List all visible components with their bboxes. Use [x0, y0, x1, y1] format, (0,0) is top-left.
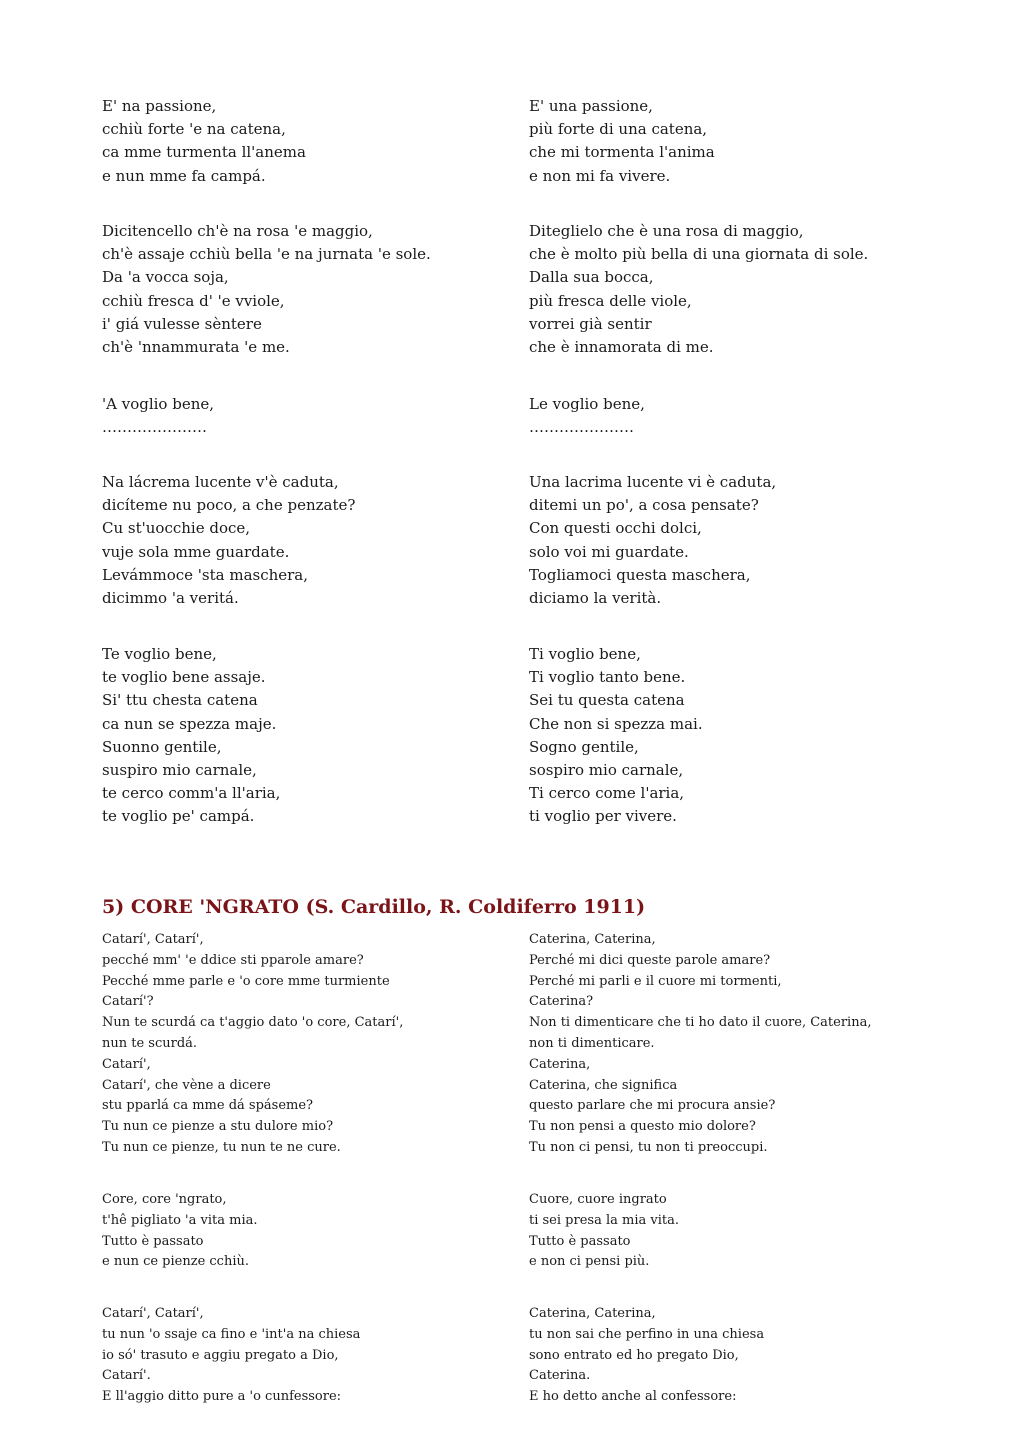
verse-line: Che non si spezza mai. [529, 714, 703, 733]
verse-line: Si' ttu chesta catena [102, 691, 258, 710]
verse-line: Core, core 'ngrato, [102, 1192, 227, 1207]
verse-line: tu non sai che perfino in una chiesa [529, 1326, 765, 1342]
verse-line: e nun mme fa campá. [102, 166, 266, 185]
stanza-original [102, 220, 512, 359]
verse-line: E' na passione, [102, 97, 217, 115]
verse-line: io só' trasuto e aggiu pregato a Dio, [102, 1347, 339, 1363]
verse-line: ch'è assaje cchiù bella 'e na jurnata 'e sole. [102, 245, 431, 264]
verse-line: Catarí', che vène a dicere [102, 1077, 271, 1093]
verse-line: ti voglio per vivere. [529, 807, 677, 826]
verse-line: Suonno gentile, [102, 737, 222, 756]
verse-line: Tutto è passato [529, 1233, 631, 1249]
verse-line: E ll'aggio ditto pure a 'o cunfessore: [102, 1389, 342, 1405]
verse-line: Caterina? [529, 994, 594, 1010]
verse-line: Levámmoce 'sta maschera, [102, 565, 309, 584]
verse-line: cchiù forte 'e na catena, [102, 120, 286, 139]
verse-line: vuje sola mme guardate. [102, 542, 290, 561]
verse-line: Caterina, Caterina, [529, 1306, 656, 1321]
verse-line: Tu nun ce pienze, tu nun te ne cure. [102, 1139, 341, 1155]
verse-line: t'hê pigliato 'a vita mia. [102, 1212, 258, 1228]
verse-line: sono entrato ed ho pregato Dio, [529, 1347, 739, 1363]
stanza-translation [529, 1304, 999, 1408]
stanza-translation [529, 393, 999, 439]
verse-line: ca mme turmenta ll'anema [102, 143, 306, 162]
verse-line: e nun ce pienze cchiù. [102, 1254, 249, 1270]
verse-line: più fresca delle viole, [529, 291, 692, 310]
verse-line: stu pparlá ca mme dá spáseme? [102, 1098, 313, 1114]
verse-line: ch'è 'nnammurata 'e me. [102, 338, 290, 357]
verse-line: Dalla sua bocca, [529, 268, 654, 287]
verse-line: Catarí'. [102, 1368, 151, 1384]
verse-line: Dicitencello ch'è na rosa 'e maggio, [102, 222, 373, 240]
verse-line: Una lacrima lucente vi è caduta, [529, 473, 777, 491]
verse-line: Ti cerco come l'aria, [529, 784, 685, 803]
verse-line: Togliamoci questa maschera, [529, 565, 751, 584]
verse-line: dicimmo 'a veritá. [102, 589, 239, 608]
verse-line: ti sei presa la mia vita. [529, 1212, 679, 1228]
verse-line: non ti dimenticare. [529, 1035, 655, 1051]
verse-line: Pecché mme parle e 'o core mme turmiente [102, 973, 390, 989]
verse-line: 'A voglio bene, [102, 395, 215, 413]
stanza-original [102, 471, 512, 610]
stanza-translation [529, 643, 999, 829]
verse-line: Na lácrema lucente v'è caduta, [102, 473, 339, 491]
verse-line: Non ti dimenticare che ti ho dato il cuore, Caterina, [529, 1015, 872, 1031]
verse-line: suspiro mio carnale, [102, 761, 257, 780]
verse-line: e non ci pensi più. [529, 1254, 650, 1270]
stanza-translation [529, 1190, 999, 1273]
stanza-original [102, 1190, 512, 1273]
verse-line: E' una passione, [529, 97, 653, 115]
verse-line: Cuore, cuore ingrato [529, 1192, 667, 1207]
verse-line: Tu non ci pensi, tu non ti preoccupi. [529, 1139, 768, 1155]
verse-line: Catarí', Catarí', [102, 1306, 204, 1321]
verse-line: Catarí', [102, 1056, 151, 1072]
verse-line: che è innamorata di me. [529, 338, 714, 357]
section-heading: 5) CORE 'NGRATO (S. Cardillo, R. Coldiferro 1911) [102, 896, 646, 918]
verse-line: ditemi un po', a cosa pensate? [529, 496, 759, 515]
verse-line: tu nun 'o ssaje ca fino e 'int'a na chiesa [102, 1326, 361, 1342]
stanza-translation [529, 95, 999, 188]
verse-line: Perché mi dici queste parole amare? [529, 952, 771, 968]
verse-line: E ho detto anche al confessore: [529, 1389, 737, 1405]
verse-line: te voglio bene assaje. [102, 668, 266, 687]
verse-line: Caterina. [529, 1368, 591, 1384]
verse-line: Perché mi parli e il cuore mi tormenti, [529, 973, 782, 989]
verse-line: Diteglielo che è una rosa di maggio, [529, 222, 804, 240]
verse-line: sospiro mio carnale, [529, 761, 684, 780]
stanza-translation [529, 220, 999, 359]
ellipsis-line: ………………… [102, 418, 207, 437]
verse-line: che mi tormenta l'anima [529, 143, 715, 162]
verse-line: Ti voglio tanto bene. [529, 668, 686, 687]
verse-line: Caterina, [529, 1056, 591, 1072]
verse-line: questo parlare che mi procura ansie? [529, 1098, 776, 1114]
verse-line: vorrei già sentir [529, 314, 652, 333]
verse-line: Con questi occhi dolci, [529, 519, 702, 538]
verse-line: e non mi fa vivere. [529, 166, 671, 185]
verse-line: pecché mm' 'e ddice sti pparole amare? [102, 952, 364, 968]
verse-line: Caterina, Caterina, [529, 932, 656, 947]
verse-line: Le voglio bene, [529, 395, 645, 413]
verse-line: Caterina, che significa [529, 1077, 678, 1093]
stanza-original [102, 930, 512, 1159]
stanza-original [102, 95, 512, 188]
verse-line: Catarí', Catarí', [102, 932, 204, 947]
stanza-original [102, 1304, 512, 1408]
verse-line: te voglio pe' campá. [102, 807, 255, 826]
verse-line: Nun te scurdá ca t'aggio dato 'o core, Catarí', [102, 1015, 404, 1031]
verse-line: dicíteme nu poco, a che penzate? [102, 496, 356, 515]
verse-line: più forte di una catena, [529, 120, 708, 139]
verse-line: Ti voglio bene, [529, 645, 641, 663]
verse-line: Te voglio bene, [102, 645, 217, 663]
verse-line: nun te scurdá. [102, 1035, 198, 1051]
verse-line: Cu st'uocchie doce, [102, 519, 251, 538]
verse-line: Da 'a vocca soja, [102, 268, 229, 287]
verse-line: diciamo la verità. [529, 589, 662, 608]
verse-line: Catarí'? [102, 994, 154, 1010]
verse-line: ca nun se spezza maje. [102, 714, 277, 733]
verse-line: Sei tu questa catena [529, 691, 685, 710]
ellipsis-line: ………………… [529, 418, 634, 437]
stanza-translation [529, 471, 999, 610]
verse-line: Tu nun ce pienze a stu dulore mio? [102, 1119, 334, 1135]
verse-line: te cerco comm'a ll'aria, [102, 784, 281, 803]
verse-line: Tu non pensi a questo mio dolore? [529, 1119, 756, 1135]
verse-line: solo voi mi guardate. [529, 542, 689, 561]
verse-line: che è molto più bella di una giornata di sole. [529, 245, 869, 264]
verse-line: Sogno gentile, [529, 737, 639, 756]
stanza-translation [529, 930, 999, 1159]
stanza-original [102, 393, 512, 439]
verse-line: cchiù fresca d' 'e vviole, [102, 291, 285, 310]
stanza-original [102, 643, 512, 829]
verse-line: i' giá vulesse sèntere [102, 314, 262, 333]
verse-line: Tutto è passato [102, 1233, 204, 1249]
